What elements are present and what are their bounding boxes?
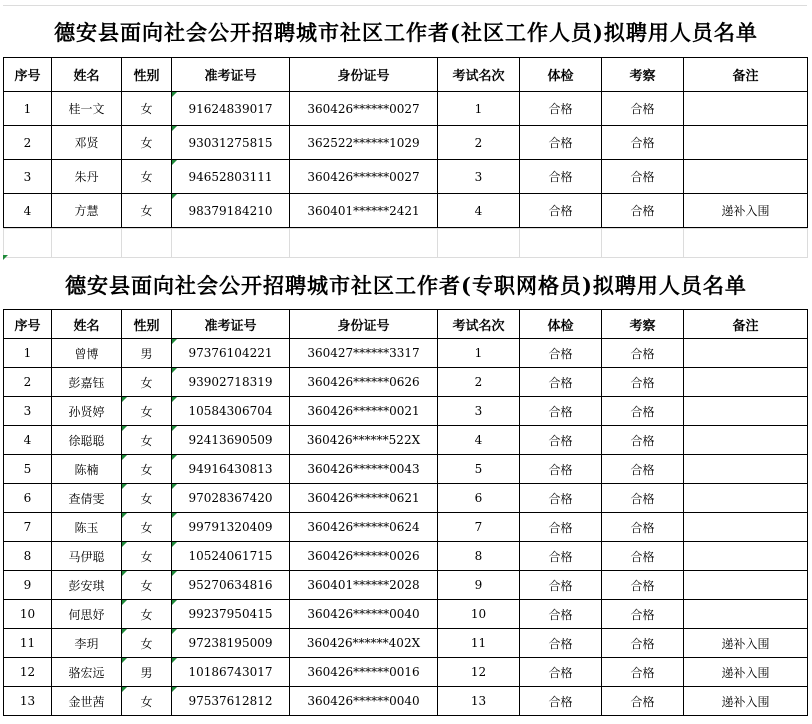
rank-cell: 11 <box>438 629 520 658</box>
remark-cell <box>684 571 808 600</box>
gender-cell: 女 <box>122 542 172 571</box>
inspection-cell: 合格 <box>602 126 684 160</box>
rank-cell: 7 <box>438 513 520 542</box>
name-cell: 骆宏远 <box>52 658 122 687</box>
name-cell: 马伊聪 <box>52 542 122 571</box>
blank-spreadsheet-row <box>3 228 808 258</box>
remark-cell <box>684 92 808 126</box>
id-number-cell: 360426******0624 <box>290 513 438 542</box>
serial-cell: 1 <box>4 339 52 368</box>
gender-cell: 女 <box>122 92 172 126</box>
gender-cell: 女 <box>122 426 172 455</box>
sheet-top-gridline <box>3 0 807 6</box>
gender-cell: 女 <box>122 455 172 484</box>
table-row <box>4 397 808 426</box>
serial-cell: 7 <box>4 513 52 542</box>
table2-title: 德安县面向社会公开招聘城市社区工作者(专职网格员)拟聘用人员名单 <box>65 273 747 298</box>
serial-cell: 4 <box>4 426 52 455</box>
name-cell: 李玥 <box>52 629 122 658</box>
gender-cell: 女 <box>122 513 172 542</box>
column-header-rank: 考试名次 <box>438 310 520 339</box>
exam-id-cell: 97537612812 <box>172 687 290 716</box>
id-number-cell: 360401******2421 <box>290 194 438 228</box>
table2-grid-workers <box>3 309 808 716</box>
id-number-cell: 360426******0621 <box>290 484 438 513</box>
id-number-cell: 362522******1029 <box>290 126 438 160</box>
remark-cell: 递补入围 <box>684 687 808 716</box>
physical-exam-cell: 合格 <box>520 658 602 687</box>
table-row <box>4 571 808 600</box>
inspection-cell: 合格 <box>602 368 684 397</box>
remark-cell <box>684 600 808 629</box>
column-header-exam-id: 准考证号 <box>172 58 290 92</box>
gender-cell: 女 <box>122 194 172 228</box>
table-row <box>4 513 808 542</box>
rank-cell: 12 <box>438 658 520 687</box>
id-number-cell: 360426******0021 <box>290 397 438 426</box>
column-header-physical-exam: 体检 <box>520 310 602 339</box>
exam-id-cell: 93031275815 <box>172 126 290 160</box>
serial-cell: 5 <box>4 455 52 484</box>
gender-cell: 女 <box>122 368 172 397</box>
rank-cell: 10 <box>438 600 520 629</box>
name-cell: 陈玉 <box>52 513 122 542</box>
gender-cell: 男 <box>122 339 172 368</box>
gender-cell: 女 <box>122 484 172 513</box>
id-number-cell: 360401******2028 <box>290 571 438 600</box>
column-header-remark: 备注 <box>684 58 808 92</box>
physical-exam-cell: 合格 <box>520 455 602 484</box>
gender-cell: 女 <box>122 126 172 160</box>
serial-cell: 3 <box>4 160 52 194</box>
column-header-name: 姓名 <box>52 310 122 339</box>
remark-cell <box>684 397 808 426</box>
exam-id-cell: 10584306704 <box>172 397 290 426</box>
id-number-cell: 360426******0027 <box>290 160 438 194</box>
serial-cell: 10 <box>4 600 52 629</box>
name-cell: 曾博 <box>52 339 122 368</box>
id-number-cell: 360426******0016 <box>290 658 438 687</box>
inspection-cell: 合格 <box>602 194 684 228</box>
table1-header-row <box>4 58 808 92</box>
cell-comment-marker <box>3 255 8 260</box>
inspection-cell: 合格 <box>602 687 684 716</box>
exam-id-cell: 10524061715 <box>172 542 290 571</box>
table-row <box>4 426 808 455</box>
physical-exam-cell: 合格 <box>520 513 602 542</box>
table-row <box>4 339 808 368</box>
physical-exam-cell: 合格 <box>520 484 602 513</box>
column-header-gender: 性别 <box>122 58 172 92</box>
exam-id-cell: 93902718319 <box>172 368 290 397</box>
table-row <box>4 92 808 126</box>
physical-exam-cell: 合格 <box>520 571 602 600</box>
remark-cell <box>684 368 808 397</box>
exam-id-cell: 99237950415 <box>172 600 290 629</box>
inspection-cell: 合格 <box>602 426 684 455</box>
physical-exam-cell: 合格 <box>520 194 602 228</box>
inspection-cell: 合格 <box>602 600 684 629</box>
table-row <box>4 194 808 228</box>
gender-cell: 女 <box>122 687 172 716</box>
id-number-cell: 360426******0026 <box>290 542 438 571</box>
inspection-cell: 合格 <box>602 542 684 571</box>
rank-cell: 13 <box>438 687 520 716</box>
name-cell: 何思妤 <box>52 600 122 629</box>
name-cell: 方慧 <box>52 194 122 228</box>
rank-cell: 9 <box>438 571 520 600</box>
table2-header-row <box>4 310 808 339</box>
inspection-cell: 合格 <box>602 513 684 542</box>
physical-exam-cell: 合格 <box>520 397 602 426</box>
column-header-serial: 序号 <box>4 58 52 92</box>
column-header-exam-id: 准考证号 <box>172 310 290 339</box>
rank-cell: 6 <box>438 484 520 513</box>
name-cell: 朱丹 <box>52 160 122 194</box>
column-header-remark: 备注 <box>684 310 808 339</box>
rank-cell: 4 <box>438 194 520 228</box>
gender-cell: 女 <box>122 160 172 194</box>
physical-exam-cell: 合格 <box>520 426 602 455</box>
remark-cell: 递补入围 <box>684 658 808 687</box>
rank-cell: 1 <box>438 339 520 368</box>
id-number-cell: 360426******402X <box>290 629 438 658</box>
rank-cell: 5 <box>438 455 520 484</box>
gender-cell: 女 <box>122 629 172 658</box>
remark-cell <box>684 426 808 455</box>
physical-exam-cell: 合格 <box>520 92 602 126</box>
id-number-cell: 360426******0626 <box>290 368 438 397</box>
exam-id-cell: 97376104221 <box>172 339 290 368</box>
serial-cell: 11 <box>4 629 52 658</box>
name-cell: 金世茜 <box>52 687 122 716</box>
exam-id-cell: 10186743017 <box>172 658 290 687</box>
physical-exam-cell: 合格 <box>520 629 602 658</box>
exam-id-cell: 98379184210 <box>172 194 290 228</box>
exam-id-cell: 94916430813 <box>172 455 290 484</box>
table-row <box>4 484 808 513</box>
rank-cell: 1 <box>438 92 520 126</box>
gender-cell: 女 <box>122 397 172 426</box>
rank-cell: 8 <box>438 542 520 571</box>
remark-cell <box>684 542 808 571</box>
exam-id-cell: 97238195009 <box>172 629 290 658</box>
column-header-physical-exam: 体检 <box>520 58 602 92</box>
rank-cell: 2 <box>438 126 520 160</box>
inspection-cell: 合格 <box>602 455 684 484</box>
exam-id-cell: 94652803111 <box>172 160 290 194</box>
name-cell: 孙贤婷 <box>52 397 122 426</box>
rank-cell: 4 <box>438 426 520 455</box>
table-row <box>4 658 808 687</box>
physical-exam-cell: 合格 <box>520 542 602 571</box>
remark-cell: 递补入围 <box>684 194 808 228</box>
remark-cell: 递补入围 <box>684 629 808 658</box>
column-header-inspection: 考察 <box>602 310 684 339</box>
remark-cell <box>684 455 808 484</box>
name-cell: 陈楠 <box>52 455 122 484</box>
inspection-cell: 合格 <box>602 571 684 600</box>
inspection-cell: 合格 <box>602 160 684 194</box>
id-number-cell: 360427******3317 <box>290 339 438 368</box>
serial-cell: 9 <box>4 571 52 600</box>
id-number-cell: 360426******0043 <box>290 455 438 484</box>
table1-title: 德安县面向社会公开招聘城市社区工作者(社区工作人员)拟聘用人员名单 <box>54 20 758 45</box>
physical-exam-cell: 合格 <box>520 126 602 160</box>
table-row <box>4 629 808 658</box>
serial-cell: 12 <box>4 658 52 687</box>
exam-id-cell: 92413690509 <box>172 426 290 455</box>
serial-cell: 2 <box>4 368 52 397</box>
serial-cell: 6 <box>4 484 52 513</box>
inspection-cell: 合格 <box>602 339 684 368</box>
table-row <box>4 368 808 397</box>
table-row <box>4 600 808 629</box>
physical-exam-cell: 合格 <box>520 687 602 716</box>
column-header-gender: 性别 <box>122 310 172 339</box>
gender-cell: 女 <box>122 571 172 600</box>
exam-id-cell: 97028367420 <box>172 484 290 513</box>
table-row <box>4 126 808 160</box>
inspection-cell: 合格 <box>602 484 684 513</box>
gender-cell: 女 <box>122 600 172 629</box>
column-header-id-number: 身份证号 <box>290 310 438 339</box>
name-cell: 查倩雯 <box>52 484 122 513</box>
exam-id-cell: 99791320409 <box>172 513 290 542</box>
column-header-serial: 序号 <box>4 310 52 339</box>
serial-cell: 8 <box>4 542 52 571</box>
physical-exam-cell: 合格 <box>520 368 602 397</box>
table-row <box>4 687 808 716</box>
exam-id-cell: 95270634816 <box>172 571 290 600</box>
serial-cell: 1 <box>4 92 52 126</box>
table-row <box>4 455 808 484</box>
id-number-cell: 360426******0040 <box>290 600 438 629</box>
serial-cell: 13 <box>4 687 52 716</box>
remark-cell <box>684 513 808 542</box>
id-number-cell: 360426******522X <box>290 426 438 455</box>
name-cell: 徐聪聪 <box>52 426 122 455</box>
table-row <box>4 542 808 571</box>
table1-community-workers <box>3 57 808 228</box>
column-header-id-number: 身份证号 <box>290 58 438 92</box>
rank-cell: 3 <box>438 160 520 194</box>
id-number-cell: 360426******0027 <box>290 92 438 126</box>
rank-cell: 3 <box>438 397 520 426</box>
serial-cell: 4 <box>4 194 52 228</box>
inspection-cell: 合格 <box>602 629 684 658</box>
remark-cell <box>684 160 808 194</box>
id-number-cell: 360426******0040 <box>290 687 438 716</box>
serial-cell: 3 <box>4 397 52 426</box>
name-cell: 桂一文 <box>52 92 122 126</box>
inspection-cell: 合格 <box>602 397 684 426</box>
rank-cell: 2 <box>438 368 520 397</box>
table-row <box>4 160 808 194</box>
remark-cell <box>684 126 808 160</box>
remark-cell <box>684 484 808 513</box>
exam-id-cell: 91624839017 <box>172 92 290 126</box>
gender-cell: 男 <box>122 658 172 687</box>
name-cell: 彭嘉钰 <box>52 368 122 397</box>
inspection-cell: 合格 <box>602 92 684 126</box>
inspection-cell: 合格 <box>602 658 684 687</box>
column-header-inspection: 考察 <box>602 58 684 92</box>
physical-exam-cell: 合格 <box>520 160 602 194</box>
name-cell: 邓贤 <box>52 126 122 160</box>
column-header-rank: 考试名次 <box>438 58 520 92</box>
serial-cell: 2 <box>4 126 52 160</box>
remark-cell <box>684 339 808 368</box>
column-header-name: 姓名 <box>52 58 122 92</box>
name-cell: 彭安琪 <box>52 571 122 600</box>
physical-exam-cell: 合格 <box>520 600 602 629</box>
physical-exam-cell: 合格 <box>520 339 602 368</box>
